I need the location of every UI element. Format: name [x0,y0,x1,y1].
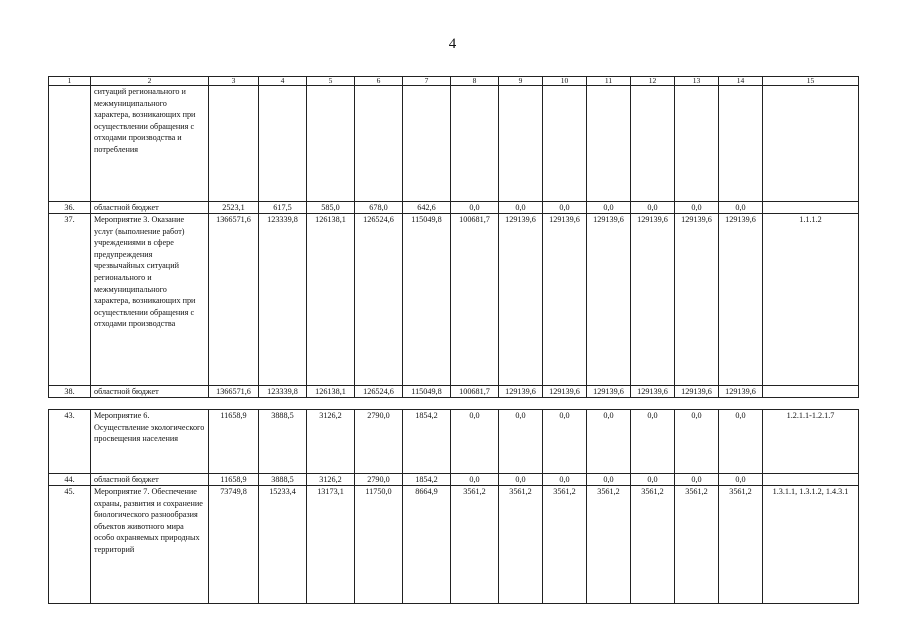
value-cell: 0,0 [543,202,587,214]
value-cell: 3561,2 [451,486,499,604]
row-name-cell: Мероприятие 3. Оказание услуг (выполнение работ) учреждениями в сфере предупреждения чрезвычайных ситуаций регионального и межмуниципального характера, возникающих при осуществлении обращения с отходами производства [91,214,209,386]
value-cell: 100681,7 [451,386,499,398]
value-cell: 0,0 [719,410,763,474]
table-1-header-row [49,77,859,86]
header-cell: 15 [763,77,859,86]
value-cell: 15233,4 [259,486,307,604]
value-cell: 617,5 [259,202,307,214]
value-cell: 0,0 [631,474,675,486]
header-cell: 8 [451,77,499,86]
table-row [49,86,859,202]
value-cell: 3561,2 [499,486,543,604]
value-cell: 0,0 [451,410,499,474]
code-cell [763,202,859,214]
table-row [49,214,859,386]
value-cell: 1854,2 [403,474,451,486]
header-cell: 1 [49,77,91,86]
value-cell: 0,0 [587,202,631,214]
value-cell: 2523,1 [209,202,259,214]
program-table-part-1 [48,76,859,398]
value-cell: 123339,8 [259,386,307,398]
header-cell: 7 [403,77,451,86]
value-cell: 13173,1 [307,486,355,604]
value-cell: 129139,6 [719,386,763,398]
value-cell: 0,0 [675,202,719,214]
header-cell: 3 [209,77,259,86]
value-cell: 3561,2 [631,486,675,604]
row-name-cell: ситуаций регионального и межмуниципального характера, возникающих при осуществлении обращения с отходами производства и потребления [91,86,209,202]
row-name-cell: областной бюджет [91,202,209,214]
value-cell [499,86,543,202]
value-cell: 115049,8 [403,386,451,398]
value-cell: 585,0 [307,202,355,214]
value-cell: 126138,1 [307,214,355,386]
value-cell: 642,6 [403,202,451,214]
value-cell: 129139,6 [543,386,587,398]
value-cell: 3126,2 [307,474,355,486]
header-cell: 11 [587,77,631,86]
value-cell: 3561,2 [675,486,719,604]
value-cell: 0,0 [719,202,763,214]
value-cell [307,86,355,202]
value-cell: 11658,9 [209,410,259,474]
value-cell: 1366571,6 [209,386,259,398]
value-cell: 0,0 [675,474,719,486]
header-cell: 10 [543,77,587,86]
value-cell: 129139,6 [631,214,675,386]
value-cell: 126138,1 [307,386,355,398]
value-cell: 129139,6 [675,214,719,386]
value-cell: 3561,2 [719,486,763,604]
value-cell: 2790,0 [355,410,403,474]
header-cell: 14 [719,77,763,86]
header-cell: 2 [91,77,209,86]
value-cell: 0,0 [451,474,499,486]
code-cell [763,86,859,202]
value-cell: 3888,5 [259,474,307,486]
value-cell: 129139,6 [631,386,675,398]
value-cell: 11658,9 [209,474,259,486]
value-cell [543,86,587,202]
value-cell: 129139,6 [587,386,631,398]
row-number-cell: 37. [49,214,91,386]
value-cell: 129139,6 [543,214,587,386]
value-cell: 1366571,6 [209,214,259,386]
value-cell: 129139,6 [587,214,631,386]
code-cell: 1.1.1.2 [763,214,859,386]
value-cell: 73749,8 [209,486,259,604]
value-cell [403,86,451,202]
value-cell: 115049,8 [403,214,451,386]
value-cell: 1854,2 [403,410,451,474]
value-cell: 678,0 [355,202,403,214]
value-cell: 0,0 [587,410,631,474]
row-number-cell: 36. [49,202,91,214]
value-cell: 0,0 [587,474,631,486]
value-cell: 129139,6 [499,214,543,386]
value-cell [719,86,763,202]
code-cell [763,474,859,486]
header-cell: 6 [355,77,403,86]
row-number-cell: 38. [49,386,91,398]
value-cell [675,86,719,202]
row-name-cell: областной бюджет [91,474,209,486]
row-name-cell: Мероприятие 6. Осуществление экологического просвещения населения [91,410,209,474]
value-cell: 8664,9 [403,486,451,604]
value-cell [631,86,675,202]
value-cell: 3126,2 [307,410,355,474]
value-cell: 11750,0 [355,486,403,604]
value-cell: 123339,8 [259,214,307,386]
value-cell [355,86,403,202]
value-cell: 2790,0 [355,474,403,486]
code-cell: 1.3.1.1, 1.3.1.2, 1.4.3.1 [763,486,859,604]
value-cell: 0,0 [499,410,543,474]
row-name-cell: областной бюджет [91,386,209,398]
table-row [49,474,859,486]
value-cell: 0,0 [631,410,675,474]
value-cell: 129139,6 [719,214,763,386]
value-cell [259,86,307,202]
value-cell: 100681,7 [451,214,499,386]
value-cell [451,86,499,202]
value-cell: 0,0 [675,410,719,474]
value-cell: 0,0 [543,474,587,486]
value-cell: 0,0 [499,202,543,214]
table-row [49,486,859,604]
table-row [49,386,859,398]
table-row [49,410,859,474]
value-cell: 3561,2 [587,486,631,604]
table-row [49,202,859,214]
row-name-cell: Мероприятие 7. Обеспечение охраны, развития и сохранение биологического разнообразия объектов животного мира особо охраняемых природных территорий [91,486,209,604]
header-cell: 5 [307,77,355,86]
header-cell: 4 [259,77,307,86]
value-cell: 0,0 [631,202,675,214]
row-number-cell: 45. [49,486,91,604]
row-number-cell: 44. [49,474,91,486]
value-cell: 129139,6 [499,386,543,398]
value-cell: 126524,6 [355,386,403,398]
value-cell: 129139,6 [675,386,719,398]
row-number-cell [49,86,91,202]
value-cell: 3888,5 [259,410,307,474]
value-cell [209,86,259,202]
header-cell: 13 [675,77,719,86]
value-cell: 3561,2 [543,486,587,604]
value-cell: 126524,6 [355,214,403,386]
row-number-cell: 43. [49,410,91,474]
code-cell: 1.2.1.1-1.2.1.7 [763,410,859,474]
value-cell [587,86,631,202]
value-cell: 0,0 [499,474,543,486]
value-cell: 0,0 [543,410,587,474]
header-cell: 9 [499,77,543,86]
page-number: 4 [448,36,457,52]
value-cell: 0,0 [451,202,499,214]
value-cell: 0,0 [719,474,763,486]
program-table-part-2 [48,409,859,604]
header-cell: 12 [631,77,675,86]
code-cell [763,386,859,398]
